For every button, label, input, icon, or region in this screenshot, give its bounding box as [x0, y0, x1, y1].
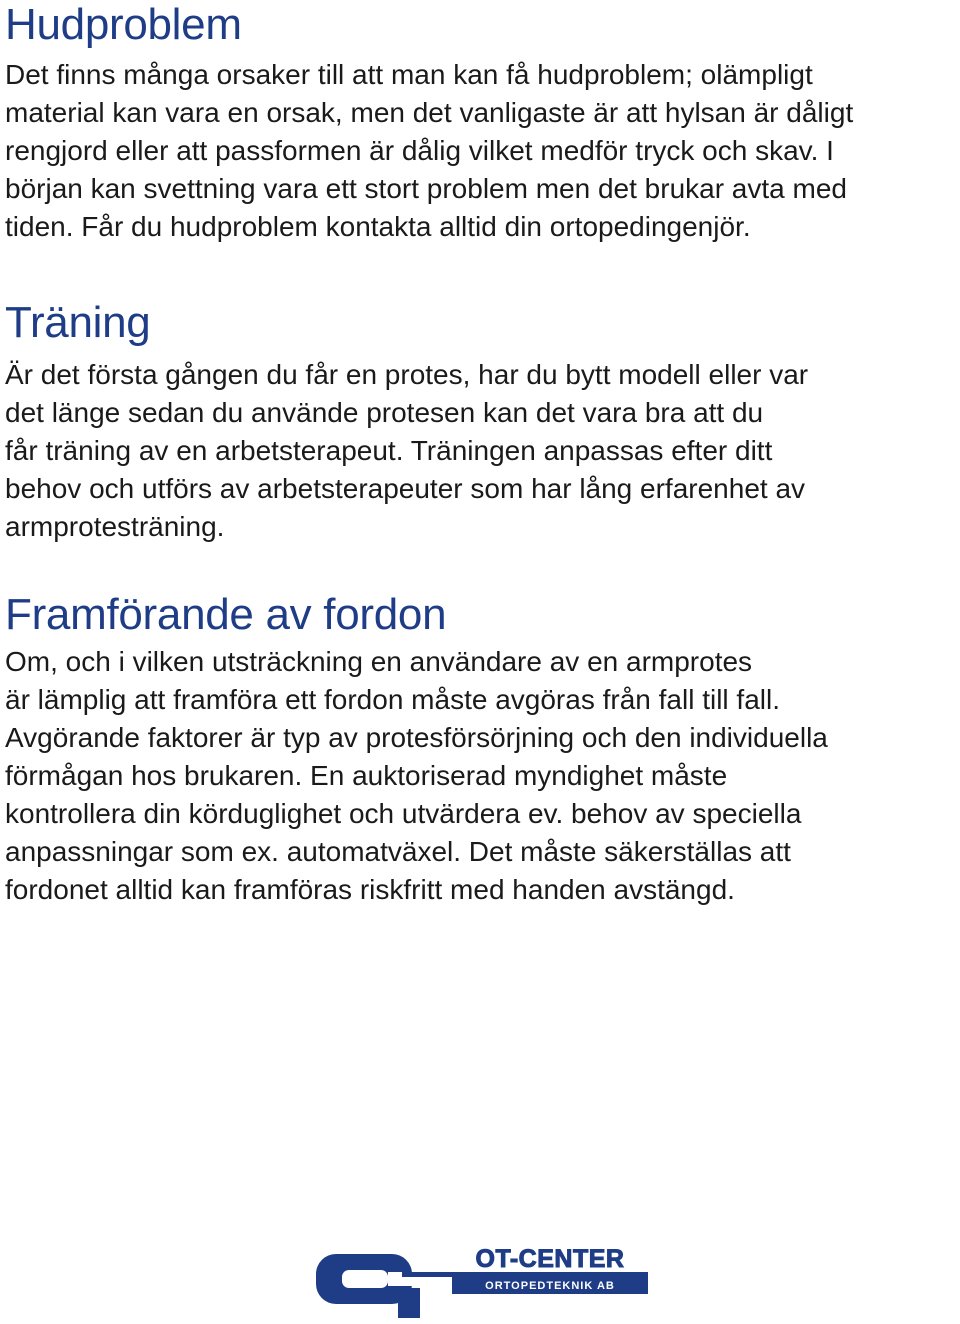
text-line: armprotesträning. — [5, 511, 225, 542]
text-line: början kan svettning vara ett stort problem men det brukar avta med — [5, 173, 847, 204]
heading-traning: Träning — [5, 298, 151, 347]
text-line: Är det första gången du får en protes, har du bytt modell eller var — [5, 359, 809, 390]
text-line: tiden. Får du hudproblem kontakta alltid din ortopedingenjör. — [5, 211, 751, 242]
text-line: är lämplig att framföra ett fordon måste avgöras från fall till fall. — [5, 684, 780, 715]
section-hudproblem — [5, 0, 960, 246]
section-traning — [5, 298, 960, 546]
text-line: Det finns många orsaker till att man kan få hudproblem; olämpligt — [5, 59, 813, 90]
section-framforande-av-fordon — [5, 590, 960, 909]
paragraph-traning — [5, 356, 960, 546]
text-line: rengjord eller att passformen är dålig vilket medför tryck och skav. I — [5, 135, 834, 166]
text-line: fordonet alltid kan framföras riskfritt med handen avstängd. — [5, 874, 735, 905]
text-line: det länge sedan du använde protesen kan det vara bra att du — [5, 397, 764, 428]
heading-hudproblem: Hudproblem — [5, 0, 242, 49]
heading-framforande-av-fordon: Framförande av fordon — [5, 590, 447, 639]
logo-subtitle: ORTOPEDTEKNIK AB — [485, 1280, 615, 1292]
text-line: behov och utförs av arbetsterapeuter som har lång erfarenhet av — [5, 473, 806, 504]
text-line: kontrollera din körduglighet och utvärdera ev. behov av speciella — [5, 798, 802, 829]
logo-name: OT-CENTER — [475, 1245, 625, 1273]
ot-center-logo — [312, 1244, 652, 1320]
text-line: material kan vara en orsak, men det vanligaste är att hylsan är dåligt — [5, 97, 854, 128]
paragraph-framforande-av-fordon — [5, 643, 960, 909]
text-line: anpassningar som ex. automatväxel. Det måste säkerställas att — [5, 836, 791, 867]
text-line: får träning av en arbetsterapeut. Träningen anpassas efter ditt — [5, 435, 773, 466]
text-line: förmågan hos brukaren. En auktoriserad myndighet måste — [5, 760, 728, 791]
text-line: Avgörande faktorer är typ av protesförsörjning och den individuella — [5, 722, 828, 753]
text-line: Om, och i vilken utsträckning en användare av en armprotes — [5, 646, 753, 677]
paragraph-hudproblem — [5, 56, 960, 246]
